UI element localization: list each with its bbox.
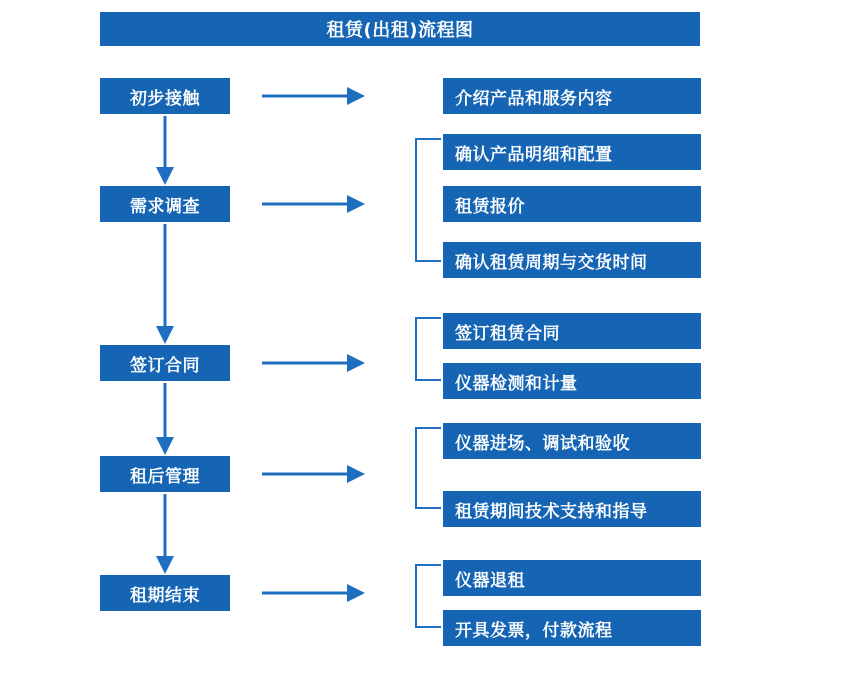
stage-box-0: 初步接触	[100, 78, 230, 114]
stage-box-2: 签订合同	[100, 345, 230, 381]
detail-box-7: 租赁期间技术支持和指导	[443, 491, 701, 527]
detail-box-6: 仪器进场、调试和验收	[443, 423, 701, 459]
detail-box-3: 确认租赁周期与交货时间	[443, 242, 701, 278]
stage-box-4: 租期结束	[100, 575, 230, 611]
detail-box-2: 租赁报价	[443, 186, 701, 222]
detail-box-1: 确认产品明细和配置	[443, 134, 701, 170]
stage-box-3: 租后管理	[100, 456, 230, 492]
diagram-title: 租赁(出租)流程图	[100, 12, 700, 46]
detail-box-9: 开具发票，付款流程	[443, 610, 701, 646]
stage-box-1: 需求调查	[100, 186, 230, 222]
detail-box-4: 签订租赁合同	[443, 313, 701, 349]
detail-box-5: 仪器检测和计量	[443, 363, 701, 399]
detail-box-0: 介绍产品和服务内容	[443, 78, 701, 114]
detail-box-8: 仪器退租	[443, 560, 701, 596]
